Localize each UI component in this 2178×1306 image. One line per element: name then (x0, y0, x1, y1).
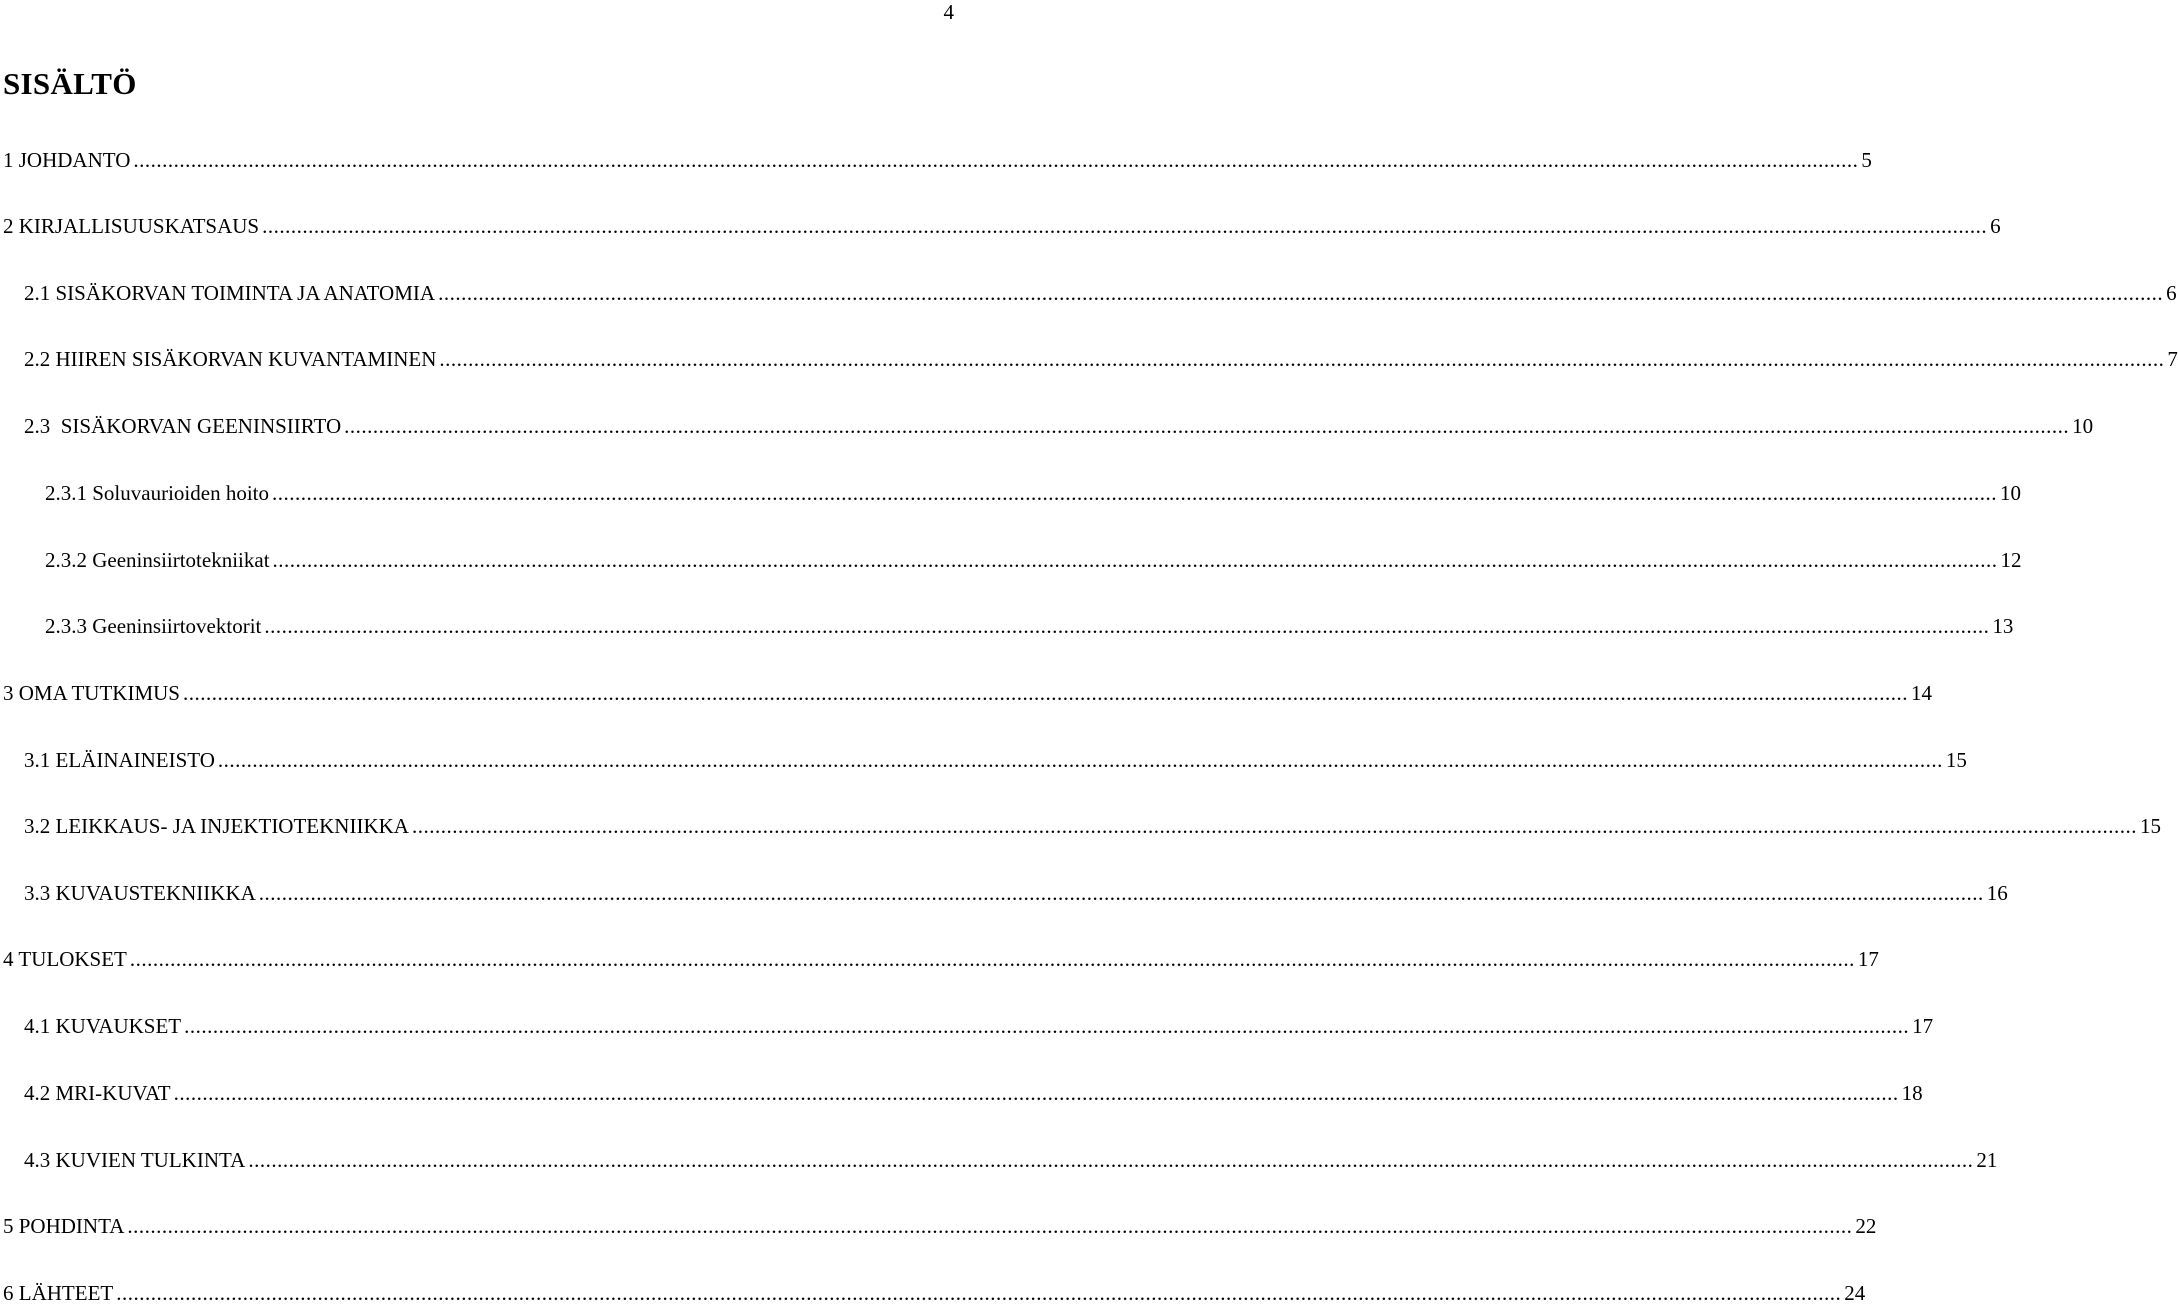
dot-leader: ............................................................................................................................................................................................................................................................................................................ (264, 614, 1990, 638)
dot-leader: ............................................................................................................................................................................................................................................................................................................ (262, 214, 1988, 238)
toc-entry-page: 18 (1901, 1081, 1923, 1105)
toc-entry (3, 1281, 1866, 1305)
toc-entry-page: 24 (1844, 1281, 1866, 1305)
dot-leader: ............................................................................................................................................................................................................................................................................................................ (173, 1081, 1899, 1105)
dot-leader: ............................................................................................................................................................................................................................................................................................................ (129, 947, 1855, 971)
toc-entry-page: 6 (2166, 281, 2177, 305)
toc-entry-page: 10 (2072, 414, 2094, 438)
dot-leader: ............................................................................................................................................................................................................................................................................................................ (217, 748, 1943, 772)
toc-entry-page: 6 (1990, 214, 2001, 238)
toc-entry-label: 1 JOHDANTO (3, 148, 131, 172)
toc-entry (3, 681, 1932, 705)
toc-entry (3, 214, 2001, 238)
toc-entry (24, 881, 2008, 905)
toc-entry-page: 7 (2167, 347, 2178, 371)
dot-leader: ............................................................................................................................................................................................................................................................................................................ (272, 481, 1997, 505)
toc-entry-page: 15 (1945, 748, 1967, 772)
dot-leader: ............................................................................................................................................................................................................................................................................................................ (133, 148, 1859, 172)
toc-entry (3, 148, 1872, 172)
toc-entry (3, 947, 1879, 971)
toc-entry-page: 12 (2000, 548, 2022, 572)
toc-entry-label: 3.3 KUVAUSTEKNIIKKA (24, 881, 256, 905)
toc-entry-label: 4 TULOKSET (3, 947, 127, 971)
toc-entry-page: 10 (2000, 481, 2021, 505)
dot-leader: ............................................................................................................................................................................................................................................................................................................ (184, 1014, 1910, 1038)
toc-entry-label: 3.1 ELÄINAINEISTO (24, 748, 215, 772)
toc-entry-page: 17 (1857, 947, 1879, 971)
dot-leader: ............................................................................................................................................................................................................................................................................................................ (116, 1281, 1842, 1305)
toc-entry-page: 21 (1976, 1148, 1998, 1172)
dot-leader: ............................................................................................................................................................................................................................................................................................................ (272, 548, 1998, 572)
toc-entry-page: 5 (1861, 148, 1872, 172)
toc-entry (24, 347, 2178, 371)
toc-entry-label: 6 LÄHTEET (3, 1281, 114, 1305)
toc-heading: SISÄLTÖ (3, 66, 137, 101)
toc-entry (3, 1214, 1877, 1238)
dot-leader: ............................................................................................................................................................................................................................................................................................................ (182, 681, 1908, 705)
toc-entry (24, 1014, 1934, 1038)
toc-entry-label: 2.1 SISÄKORVAN TOIMINTA JA ANATOMIA (24, 281, 436, 305)
toc-entry-page: 14 (1910, 681, 1932, 705)
toc-entry-label: 2.3.2 Geeninsiirtotekniikat (45, 548, 270, 572)
toc-entry-label: 2.3 SISÄKORVAN GEENINSIIRTO (24, 414, 342, 438)
toc-entry (24, 1148, 1998, 1172)
toc-entry-page: 17 (1912, 1014, 1934, 1038)
dot-leader: ............................................................................................................................................................................................................................................................................................................ (344, 414, 2070, 438)
toc-entry-label: 2.3.1 Soluvaurioiden hoito (45, 481, 269, 505)
toc-entry (24, 414, 2094, 438)
toc-entry-label: 2 KIRJALLISUUSKATSAUS (3, 214, 260, 238)
toc-entry-label: 4.1 KUVAUKSET (24, 1014, 182, 1038)
toc-entry (24, 814, 2161, 838)
toc-entry-label: 4.3 KUVIEN TULKINTA (24, 1148, 246, 1172)
dot-leader: ............................................................................................................................................................................................................................................................................................................ (411, 814, 2137, 838)
toc-entry (24, 281, 2177, 305)
page-number: 4 (943, 0, 954, 24)
toc-entry (24, 748, 1967, 772)
toc-entry (24, 1081, 1923, 1105)
toc-entry (45, 548, 2022, 572)
toc-entry-label: 5 POHDINTA (3, 1214, 125, 1238)
toc-entry-label: 4.2 MRI-KUVAT (24, 1081, 171, 1105)
toc-entry-label: 3.2 LEIKKAUS- JA INJEKTIOTEKNIIKKA (24, 814, 409, 838)
toc-entry-page: 22 (1855, 1214, 1877, 1238)
toc-entry (45, 481, 2021, 505)
dot-leader: ............................................................................................................................................................................................................................................................................................................ (127, 1214, 1853, 1238)
toc-entry-label: 2.2 HIIREN SISÄKORVAN KUVANTAMINEN (24, 347, 437, 371)
toc-entry-page: 16 (1986, 881, 2008, 905)
dot-leader: ............................................................................................................................................................................................................................................................................................................ (258, 881, 1984, 905)
toc-entry-label: 2.3.3 Geeninsiirtovektorit (45, 614, 262, 638)
dot-leader: ............................................................................................................................................................................................................................................................................................................ (248, 1148, 1974, 1172)
toc-entry-page: 13 (1992, 614, 2014, 638)
dot-leader: ............................................................................................................................................................................................................................................................................................................ (438, 281, 2164, 305)
toc-entry-label: 3 OMA TUTKIMUS (3, 681, 180, 705)
dot-leader: ............................................................................................................................................................................................................................................................................................................ (439, 347, 2165, 371)
toc-entry (45, 614, 2014, 638)
toc-entry-page: 15 (2139, 814, 2161, 838)
